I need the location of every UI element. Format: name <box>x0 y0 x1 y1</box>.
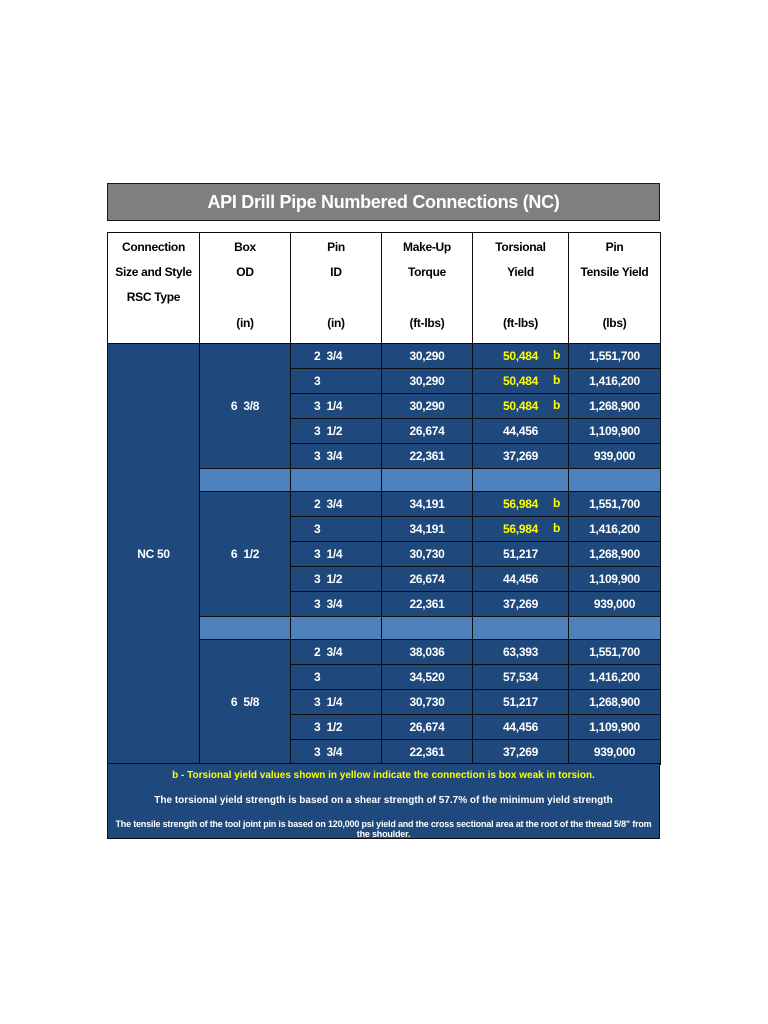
pin-id-cell <box>291 369 382 394</box>
pin-id-value: 3 <box>314 374 321 388</box>
torsional-yield-cell <box>473 344 569 369</box>
pin-tensile-yield-cell: 1,551,700 <box>569 344 661 369</box>
box-od-cell: 6 1/2 <box>200 492 291 617</box>
pin-tensile-yield-cell: 939,000 <box>569 740 661 765</box>
make-up-torque-cell: 22,361 <box>382 740 473 765</box>
make-up-torque-cell: 22,361 <box>382 444 473 469</box>
box-weak-flag: b <box>552 348 560 362</box>
pin-id-cell <box>291 665 382 690</box>
pin-id-value: 3 <box>314 670 321 684</box>
spacer-cell <box>473 469 569 492</box>
box-weak-flag: b <box>552 398 560 412</box>
torsional-yield-cell <box>473 444 569 469</box>
pin-id-cell <box>291 517 382 542</box>
header-line: Yield <box>507 265 534 279</box>
header-unit: (in) <box>236 316 254 330</box>
pin-tensile-yield-cell: 1,551,700 <box>569 640 661 665</box>
box-weak-flag: b <box>552 496 560 510</box>
spacer-cell <box>382 617 473 640</box>
pin-tensile-yield-cell: 1,109,900 <box>569 419 661 444</box>
pin-id-value: 2 3/4 <box>314 497 343 511</box>
pin-id-value: 2 3/4 <box>314 645 343 659</box>
pin-tensile-yield-cell: 1,109,900 <box>569 567 661 592</box>
pin-tensile-yield-cell: 1,551,700 <box>569 492 661 517</box>
torsional-yield-value: 57,534 <box>503 670 538 684</box>
make-up-torque-cell: 38,036 <box>382 640 473 665</box>
spacer-cell <box>382 469 473 492</box>
table-title: API Drill Pipe Numbered Connections (NC) <box>107 183 660 221</box>
make-up-torque-cell: 30,290 <box>382 369 473 394</box>
torsional-yield-value: 44,456 <box>503 572 538 586</box>
header-line: Tensile Yield <box>580 265 649 279</box>
pin-id-cell <box>291 640 382 665</box>
pin-tensile-yield-cell: 1,416,200 <box>569 665 661 690</box>
torsional-yield-value: 63,393 <box>503 645 538 659</box>
header-line: Connection <box>122 240 185 254</box>
pin-id-cell <box>291 444 382 469</box>
pin-tensile-yield-cell: 1,416,200 <box>569 517 661 542</box>
pin-tensile-yield-cell: 939,000 <box>569 592 661 617</box>
torsional-yield-value: 56,984 <box>503 522 538 536</box>
pin-id-value: 3 1/2 <box>314 720 343 734</box>
connection-cell: NC 50 <box>108 344 200 765</box>
spacer-cell <box>200 469 291 492</box>
pin-id-value: 3 3/4 <box>314 449 343 463</box>
torsional-yield-value: 44,456 <box>503 720 538 734</box>
make-up-torque-cell: 30,290 <box>382 394 473 419</box>
torsional-yield-cell <box>473 369 569 394</box>
torsional-yield-cell <box>473 419 569 444</box>
pin-id-value: 3 3/4 <box>314 597 343 611</box>
connections-table <box>107 232 661 765</box>
torsional-yield-value: 50,484 <box>503 399 538 413</box>
header-unit: (in) <box>327 316 345 330</box>
make-up-torque-cell: 26,674 <box>382 419 473 444</box>
pin-tensile-yield-cell: 1,268,900 <box>569 690 661 715</box>
pin-id-value: 3 1/4 <box>314 547 343 561</box>
pin-id-cell <box>291 344 382 369</box>
footnotes <box>107 763 660 839</box>
header-line: Pin <box>605 240 624 254</box>
header-pin-tensile-yield <box>569 233 661 344</box>
torsional-yield-cell <box>473 517 569 542</box>
make-up-torque-cell: 34,520 <box>382 665 473 690</box>
pin-id-cell <box>291 567 382 592</box>
pin-id-cell <box>291 690 382 715</box>
header-line: Pin <box>327 240 345 254</box>
pin-id-cell <box>291 740 382 765</box>
torsional-yield-cell <box>473 394 569 419</box>
make-up-torque-cell: 22,361 <box>382 592 473 617</box>
pin-id-cell <box>291 419 382 444</box>
header-line: Size and Style <box>115 265 192 279</box>
box-weak-flag: b <box>552 373 560 387</box>
torsional-yield-value: 37,269 <box>503 745 538 759</box>
header-row <box>108 233 661 344</box>
spacer-cell <box>291 617 382 640</box>
spacer-cell <box>291 469 382 492</box>
torsional-yield-cell <box>473 640 569 665</box>
torsional-yield-value: 50,484 <box>503 349 538 363</box>
box-od-cell: 6 5/8 <box>200 640 291 765</box>
pin-id-cell <box>291 394 382 419</box>
make-up-torque-cell: 34,191 <box>382 517 473 542</box>
header-box-od <box>200 233 291 344</box>
header-line: Make-Up <box>403 240 451 254</box>
pin-tensile-yield-cell: 939,000 <box>569 444 661 469</box>
torsional-yield-cell <box>473 665 569 690</box>
header-unit: (lbs) <box>602 316 627 330</box>
torsional-yield-value: 56,984 <box>503 497 538 511</box>
box-weak-flag: b <box>552 521 560 535</box>
torsional-yield-value: 51,217 <box>503 695 538 709</box>
pin-id-value: 3 3/4 <box>314 745 343 759</box>
torsional-yield-value: 37,269 <box>503 449 538 463</box>
pin-id-cell <box>291 492 382 517</box>
header-line: Box <box>234 240 256 254</box>
spacer-cell <box>200 617 291 640</box>
torsional-yield-value: 37,269 <box>503 597 538 611</box>
torsional-yield-cell <box>473 492 569 517</box>
make-up-torque-cell: 26,674 <box>382 567 473 592</box>
torsional-yield-value: 44,456 <box>503 424 538 438</box>
header-unit: (ft-lbs) <box>503 316 538 330</box>
torsional-yield-cell <box>473 592 569 617</box>
table-row <box>108 344 661 369</box>
make-up-torque-cell: 26,674 <box>382 715 473 740</box>
header-line: Torsional <box>495 240 546 254</box>
torsional-yield-cell <box>473 740 569 765</box>
pin-tensile-yield-cell: 1,109,900 <box>569 715 661 740</box>
pin-tensile-yield-cell: 1,416,200 <box>569 369 661 394</box>
torsional-yield-value: 51,217 <box>503 547 538 561</box>
spacer-cell <box>473 617 569 640</box>
header-line: OD <box>236 265 254 279</box>
spacer-cell <box>569 469 661 492</box>
pin-id-value: 3 1/2 <box>314 572 343 586</box>
pin-tensile-yield-cell: 1,268,900 <box>569 394 661 419</box>
make-up-torque-cell: 30,730 <box>382 690 473 715</box>
torsional-yield-value: 50,484 <box>503 374 538 388</box>
pin-id-cell <box>291 592 382 617</box>
table-body <box>108 344 661 765</box>
header-pin-id <box>291 233 382 344</box>
torsional-yield-cell <box>473 567 569 592</box>
spacer-cell <box>569 617 661 640</box>
pin-id-value: 3 1/4 <box>314 695 343 709</box>
header-make-up-torque <box>382 233 473 344</box>
box-od-cell: 6 3/8 <box>200 344 291 469</box>
footnote-tensile: The tensile strength of the tool joint pin is based on 120,000 psi yield and the cross sectional area at the root of the thread 5/8" from the shoulder. <box>115 819 652 839</box>
pin-id-value: 3 1/4 <box>314 399 343 413</box>
header-unit: (ft-lbs) <box>409 316 445 330</box>
footnote-b: b - Torsional yield values shown in yellow indicate the connection is box weak in torsion. <box>172 770 595 781</box>
header-line: ID <box>330 265 342 279</box>
pin-id-value: 3 1/2 <box>314 424 343 438</box>
pin-id-cell <box>291 715 382 740</box>
make-up-torque-cell: 30,290 <box>382 344 473 369</box>
footnote-torsional: The torsional yield strength is based on a shear strength of 57.7% of the minimum yield strength <box>154 795 613 806</box>
torsional-yield-cell <box>473 715 569 740</box>
pin-id-value: 2 3/4 <box>314 349 343 363</box>
make-up-torque-cell: 30,730 <box>382 542 473 567</box>
header-torsional-yield <box>473 233 569 344</box>
pin-id-value: 3 <box>314 522 321 536</box>
header-line: Torque <box>408 265 446 279</box>
make-up-torque-cell: 34,191 <box>382 492 473 517</box>
header-line: RSC Type <box>126 290 181 304</box>
torsional-yield-cell <box>473 690 569 715</box>
torsional-yield-cell <box>473 542 569 567</box>
header-connection <box>108 233 200 344</box>
pin-tensile-yield-cell: 1,268,900 <box>569 542 661 567</box>
pin-id-cell <box>291 542 382 567</box>
